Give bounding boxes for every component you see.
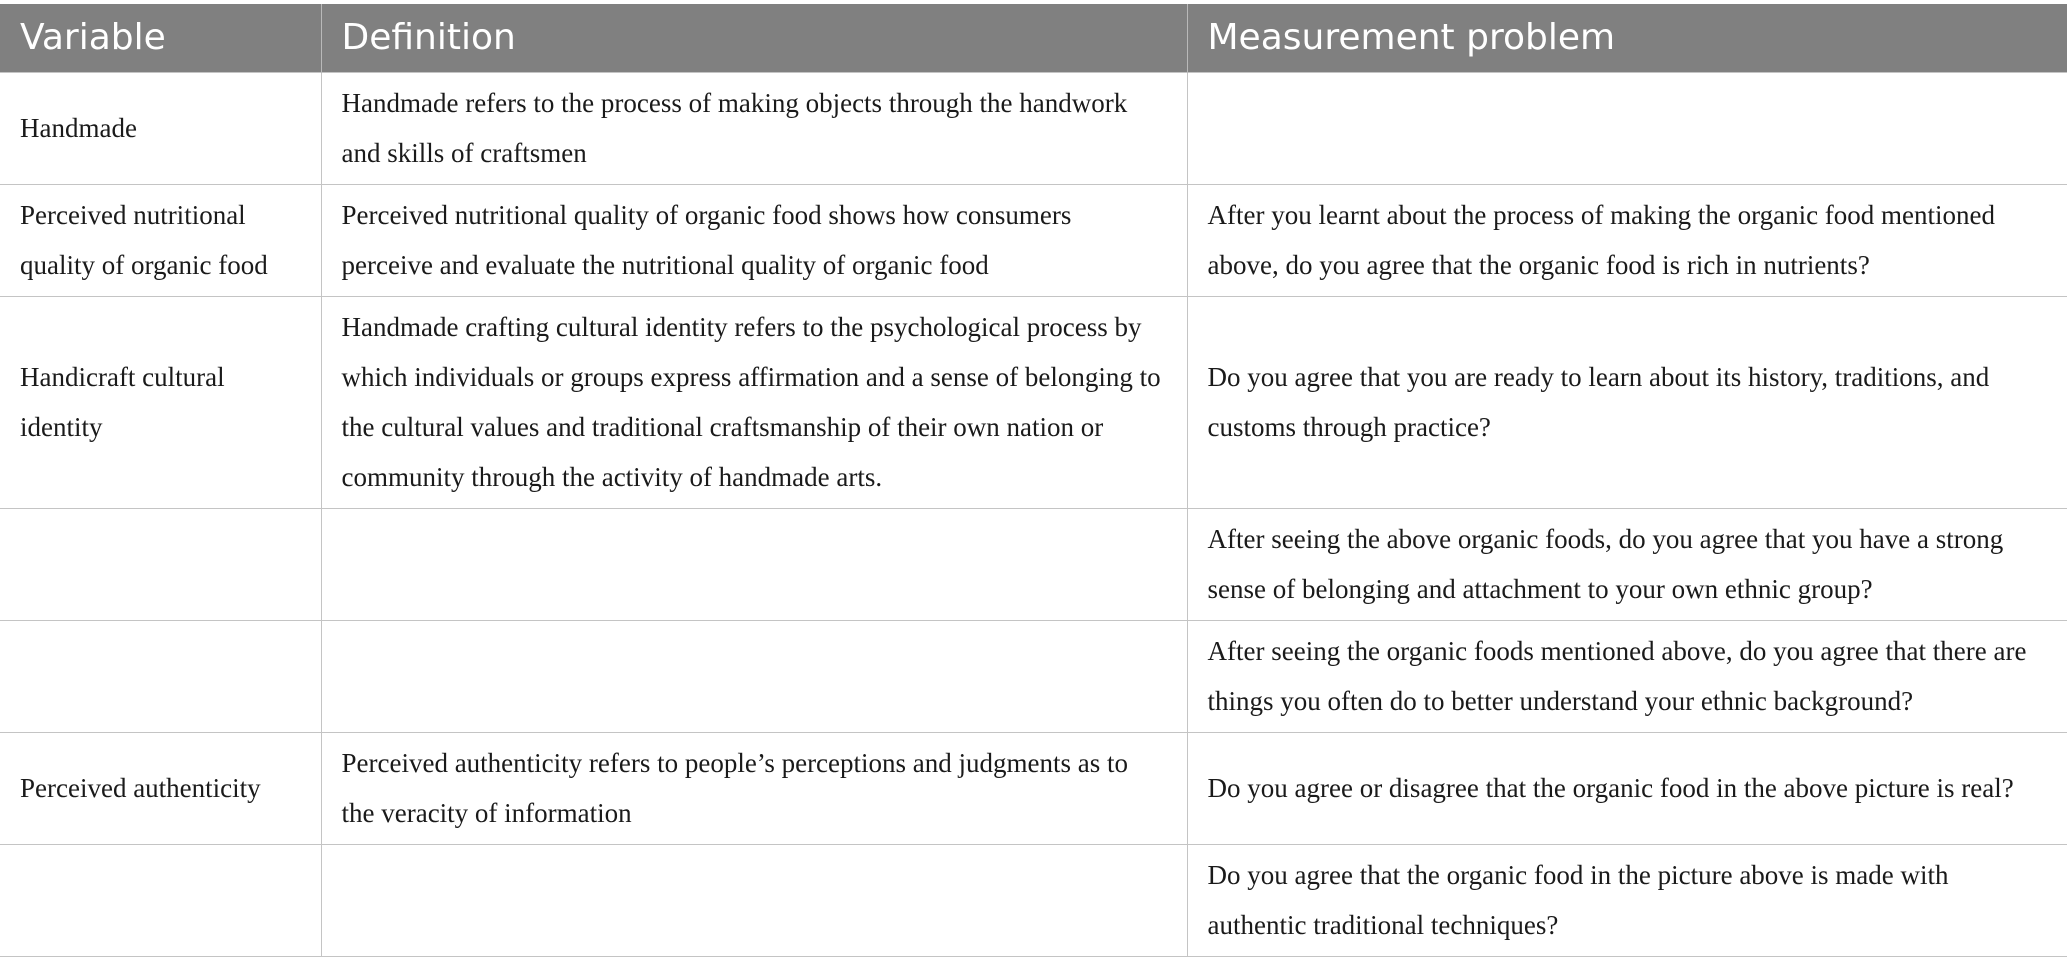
cell-definition [321,620,1187,732]
table-body [0,72,2067,956]
table-row [0,844,2067,956]
cell-definition: Perceived authenticity refers to people’s perceptions and judgments as to the veracity of information [321,732,1187,844]
cell-variable: Handmade [0,72,321,184]
cell-variable [0,620,321,732]
table-row [0,296,2067,508]
table-row [0,184,2067,296]
cell-definition [321,844,1187,956]
header-row [0,4,2067,72]
measurement-table [0,4,2067,957]
cell-variable: Perceived nutritional quality of organic food [0,184,321,296]
cell-definition [321,508,1187,620]
header-measurement-problem: Measurement problem [1187,4,2067,72]
cell-variable [0,508,321,620]
table-row [0,732,2067,844]
header-definition: Definition [321,4,1187,72]
cell-measurement: After you learnt about the process of making the organic food mentioned above, do you agree that the organic food is rich in nutrients? [1187,184,2067,296]
table-header [0,4,2067,72]
cell-measurement [1187,72,2067,184]
cell-definition: Handmade refers to the process of making objects through the handwork and skills of craftsmen [321,72,1187,184]
header-variable: Variable [0,4,321,72]
cell-measurement: Do you agree that you are ready to learn about its history, traditions, and customs through practice? [1187,296,2067,508]
cell-definition: Perceived nutritional quality of organic food shows how consumers perceive and evaluate the nutritional quality of organic food [321,184,1187,296]
table-row [0,620,2067,732]
cell-measurement: After seeing the organic foods mentioned above, do you agree that there are things you often do to better understand your ethnic background? [1187,620,2067,732]
table-row [0,72,2067,184]
table-row [0,508,2067,620]
measurement-table-container [0,4,2067,957]
cell-definition: Handmade crafting cultural identity refers to the psychological process by which individuals or groups express affirmation and a sense of belonging to the cultural values and traditional craftsmanship of their own nation or community through the activity of handmade arts. [321,296,1187,508]
cell-variable [0,844,321,956]
cell-measurement: Do you agree or disagree that the organic food in the above picture is real? [1187,732,2067,844]
cell-variable: Perceived authenticity [0,732,321,844]
cell-variable: Handicraft cultural identity [0,296,321,508]
cell-measurement: After seeing the above organic foods, do you agree that you have a strong sense of belonging and attachment to your own ethnic group? [1187,508,2067,620]
cell-measurement: Do you agree that the organic food in the picture above is made with authentic traditional techniques? [1187,844,2067,956]
